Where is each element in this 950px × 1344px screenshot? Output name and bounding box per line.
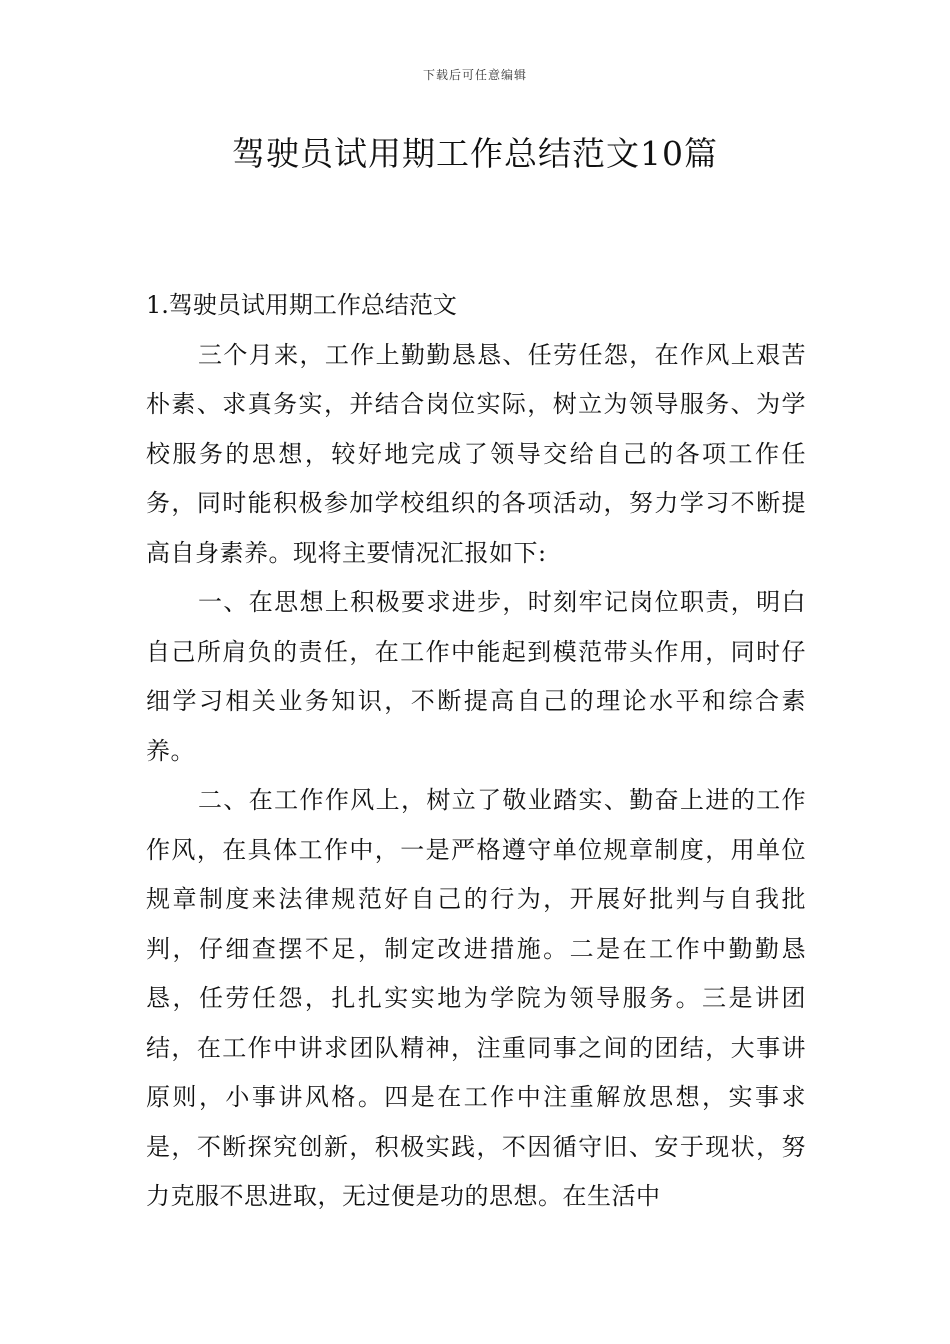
- section-heading: 1.驾驶员试用期工作总结范文: [146, 291, 457, 319]
- document-body: [146, 281, 806, 1222]
- paragraph-intro: 三个月来，工作上勤勤恳恳、任劳任怨，在作风上艰苦朴素、求真务实，并结合岗位实际，树立为领导服务、为学校服务的思想，较好地完成了领导交给自己的各项工作任务，同时能积极参加学校组织的各项活动，努力学习不断提高自身素养。现将主要情况汇报如下:: [146, 340, 806, 567]
- paragraph-point-one: 一、在思想上积极要求进步，时刻牢记岗位职责，明白自己所肩负的责任，在工作中能起到模范带头作用，同时仔细学习相关业务知识，不断提高自己的理论水平和综合素养。: [146, 588, 806, 765]
- paragraph-point-two: 二、在工作作风上，树立了敬业踏实、勤奋上进的工作作风，在具体工作中，一是严格遵守单位规章制度，用单位规章制度来法律规范好自己的行为，开展好批判与自我批判，仔细查摆不足，制定改进措施。二是在工作中勤勤恳恳，任劳任怨，扎扎实实地为学院为领导服务。三是讲团结，在工作中讲求团队精神，注重同事之间的团结，大事讲原则，小事讲风格。四是在工作中注重解放思想，实事求是，不断探究创新，积极实践，不因循守旧、安于现状，努力克服不思进取，无过便是功的思想。在生活中: [146, 786, 806, 1210]
- header-note: 下载后可任意编辑: [422, 68, 527, 82]
- document-title: 驾驶员试用期工作总结范文10篇: [232, 134, 718, 173]
